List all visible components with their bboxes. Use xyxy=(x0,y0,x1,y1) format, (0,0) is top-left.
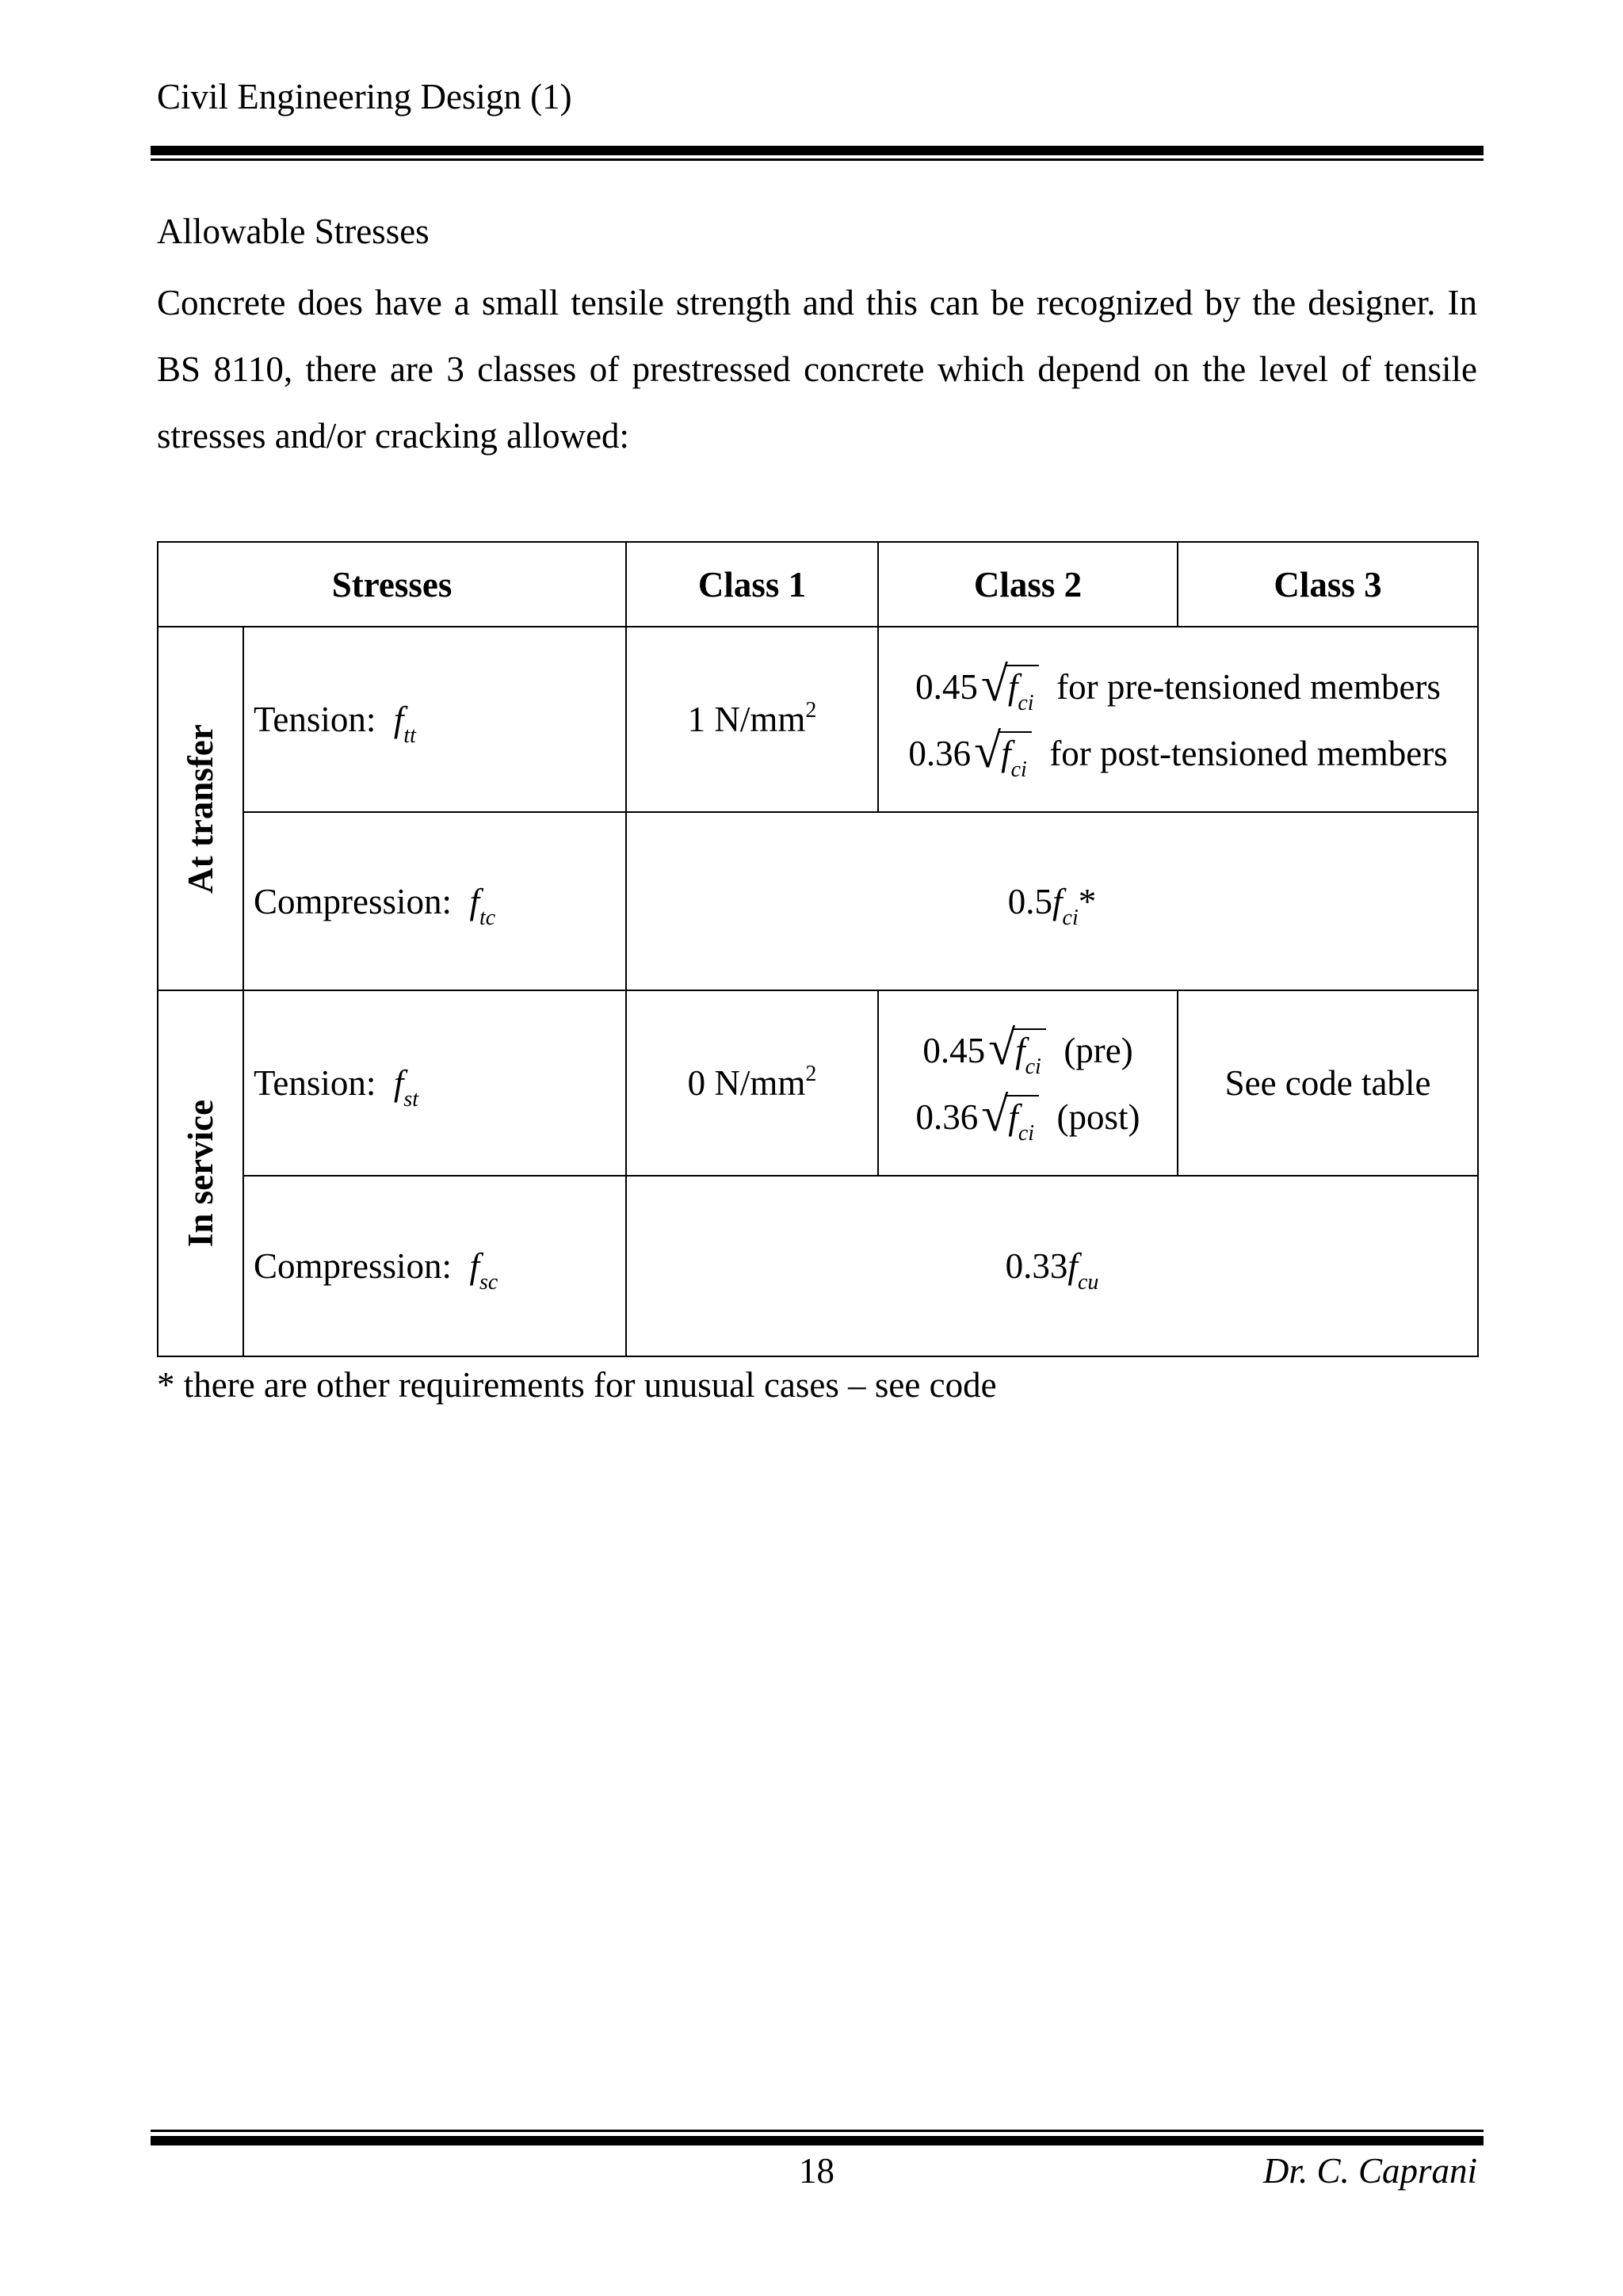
transfer-tension-pre-line: 0.45 √ $f_{ci}$ for pre-tensioned members xyxy=(915,658,1441,715)
section-paragraph: Concrete does have a small tensile strength and this can be recognized by the designer. In BS 8110, there are 3 classes of prestressed concrete which depend on the level of tensile stresses and/or cracking allowed: xyxy=(157,283,1477,456)
header-class-2: Class 2 xyxy=(878,542,1178,627)
group-label-in-service: In service xyxy=(158,990,243,1356)
service-tension-class3: See code table xyxy=(1178,990,1478,1176)
footer-rule-thick xyxy=(151,2136,1484,2145)
header-class-3: Class 3 xyxy=(1178,542,1478,627)
table-header-row xyxy=(158,542,1478,627)
header-rule-thick xyxy=(151,146,1484,155)
service-compression-value: $0.33f_{cu}$ xyxy=(626,1176,1478,1356)
table-footnote: * there are other requirements for unusual cases – see code xyxy=(157,1365,997,1405)
row-label-transfer-tension: Tension: $f_{tt}$ xyxy=(243,627,626,812)
header-stresses: Stresses xyxy=(158,542,626,627)
sqrt-symbol: √ $f_{ci}$ xyxy=(981,665,1039,707)
sqrt-symbol: √ $f_{ci}$ xyxy=(981,1095,1039,1138)
transfer-tension-post-line: 0.36 √ $f_{ci}$ for post-tensioned members xyxy=(908,724,1448,782)
table-row xyxy=(158,1176,1478,1356)
header-class-1: Class 1 xyxy=(626,542,878,627)
table-row xyxy=(158,627,1478,812)
header-rule-thin xyxy=(151,158,1484,161)
transfer-tension-class2-3 xyxy=(878,627,1478,812)
footer-rule-thin xyxy=(151,2130,1484,2132)
footer-author: Dr. C. Caprani xyxy=(1262,2151,1477,2191)
sqrt-symbol: √ $f_{ci}$ xyxy=(988,1028,1046,1071)
allowable-stresses-table xyxy=(157,541,1479,1357)
transfer-tension-class1: 1 $N/mm^2$ xyxy=(626,627,878,812)
service-tension-class1: 0 $N/mm^2$ xyxy=(626,990,878,1176)
row-label-service-compression: Compression: $f_{sc}$ xyxy=(243,1176,626,1356)
table-row xyxy=(158,990,1478,1176)
sqrt-symbol: √ $f_{ci}$ xyxy=(974,731,1032,774)
table-row xyxy=(158,812,1478,990)
row-label-transfer-compression: Compression: $f_{tc}$ xyxy=(243,812,626,990)
service-tension-class2 xyxy=(878,990,1178,1176)
section-title: Allowable Stresses xyxy=(157,212,430,251)
transfer-compression-value: $0.5f_{ci}*$ xyxy=(626,812,1478,990)
row-label-service-tension: Tension: $f_{st}$ xyxy=(243,990,626,1176)
page-number: 18 xyxy=(799,2151,834,2191)
service-tension-post-line: 0.36 √ $f_{ci}$ (post) xyxy=(915,1088,1140,1146)
service-tension-pre-line: 0.45 √ $f_{ci}$ (pre) xyxy=(922,1021,1133,1079)
header-title: Civil Engineering Design (1) xyxy=(157,77,572,116)
group-label-at-transfer: At transfer xyxy=(158,627,243,990)
